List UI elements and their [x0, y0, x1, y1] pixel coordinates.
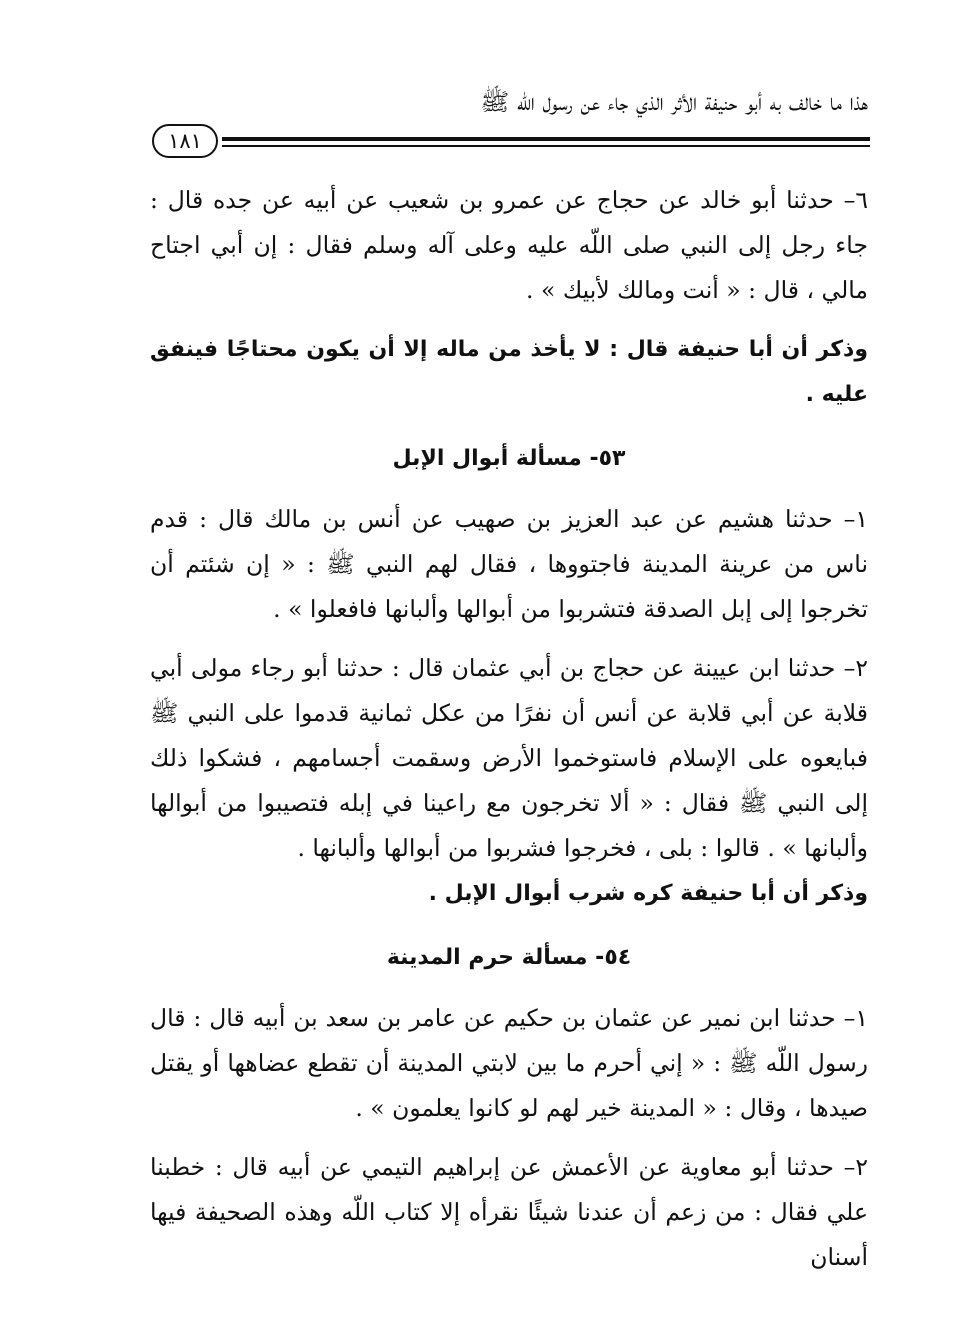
section-heading: ٥٣- مسألة أبوال الإبل [392, 446, 626, 471]
header-rule-thick [222, 137, 870, 141]
running-title: هذا ما خالف به أبو حنيفة الأثر الذي جاء عن رسول اللّه ﷺ [480, 88, 868, 116]
hadith-paragraph: ٦– حدثنا أبو خالد عن حجاج عن عمرو بن شعيب عن أبيه عن جده قال : جاء رجل إلى النبي صلى اللّه عليه وعلى آله وسلم فقال : إن أبي اجتاح مالي ، قال : « أنت ومالك لأبيك » . [150, 186, 868, 304]
hadith-paragraph: ٢– حدثنا ابن عيينة عن حجاج بن أبي عثمان قال : حدثنا أبو رجاء مولى أبي قلابة عن أبي قلابة عن أنس أن نفرًا من عكل ثمانية قدموا على النبي ﷺ فبايعوه على الإسلام فاستوخموا الأرض وسقمت أجسامهم ، فشكوا ذلك إلى النبي ﷺ فقال : « ألا تخرجون مع راعينا في إبله فتصيبوا من أبوالها وألبانها » . قالوا : بلى ، فخرجوا فشربوا من أبوالها وألبانها . [150, 654, 868, 862]
hadith-paragraph: ٢– حدثنا أبو معاوية عن الأعمش عن إبراهيم التيمي عن أبيه قال : خطبنا علي فقال : من زعم أن عندنا شيئًا نقرأه إلا كتاب اللّه وهذه الصحيفة فيها أسنان [150, 1153, 868, 1271]
hanafi-opinion-paragraph: وذكر أن أبا حنيفة قال : لا يأخذ من ماله إلا أن يكون محتاجًا فينفق عليه . [150, 337, 868, 407]
header-rule-thin [222, 145, 870, 147]
page-number: ١٨١ [152, 124, 218, 158]
page-body [150, 178, 868, 1280]
section-heading: ٥٤- مسألة حرم المدينة [386, 945, 632, 970]
hanafi-opinion-paragraph: وذكر أن أبا حنيفة كره شرب أبوال الإبل . [428, 881, 868, 906]
hadith-paragraph: ١– حدثنا هشيم عن عبد العزيز بن صهيب عن أنس بن مالك قال : قدم ناس من عرينة المدينة فاجتووها ، فقال لهم النبي ﷺ : « إن شئتم أن تخرجوا إلى إبل الصدقة فتشربوا من أبوالها وألبانها فافعلوا » . [150, 505, 868, 623]
hadith-paragraph: ١– حدثنا ابن نمير عن عثمان بن حكيم عن عامر بن سعد بن أبيه قال : قال رسول اللّه ﷺ : « إني أحرم ما بين لابتي المدينة أن تقطع عضاهها أو يقتل صيدها ، وقال : « المدينة خير لهم لو كانوا يعلمون » . [150, 1004, 868, 1122]
